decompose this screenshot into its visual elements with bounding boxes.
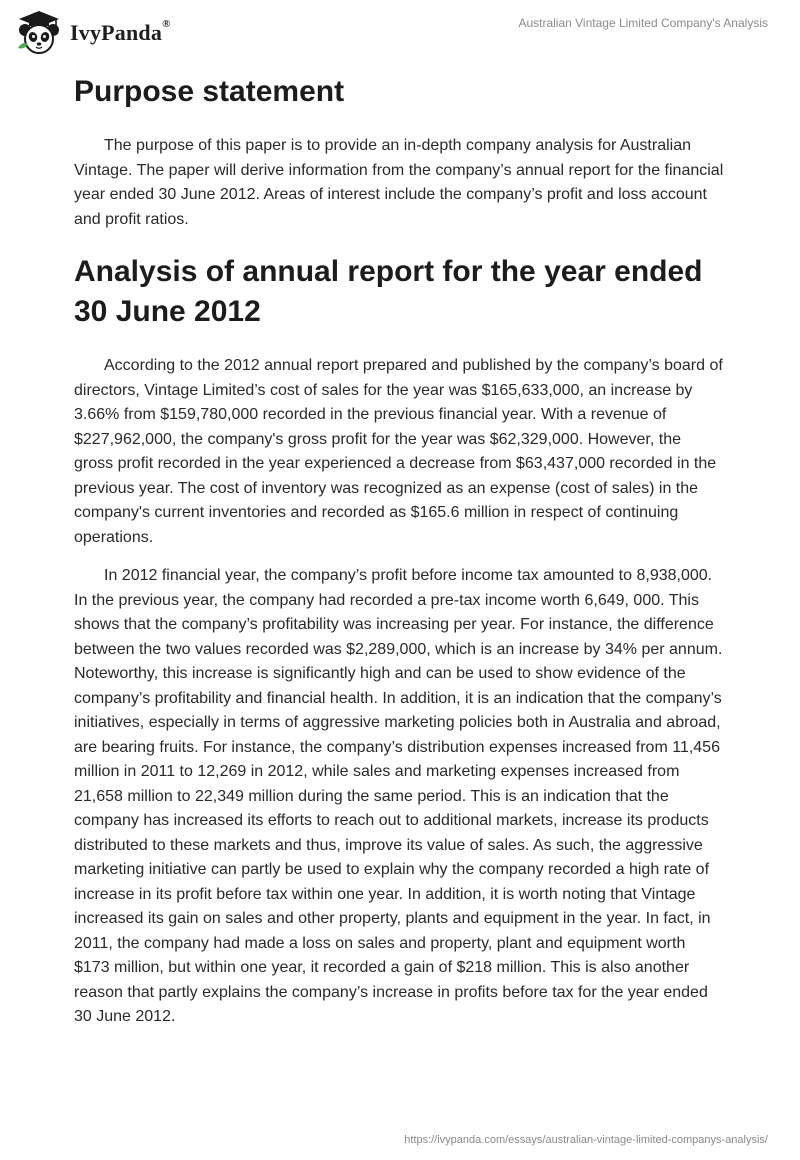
source-url[interactable]: https://ivypanda.com/essays/australian-vintage-limited-companys-analysis/ xyxy=(404,1134,768,1146)
page-header xyxy=(0,0,800,64)
article-body xyxy=(74,72,724,1030)
paragraph-profit-before-tax: In 2012 financial year, the company’s profit before income tax amounted to 8,938,000. In the previous year, the company had recorded a pre-tax income worth 6,649, 000. This shows that the company’s profitability was increasing per year. For instance, the difference between the two values recorded was $2,289,000, which is an increase by 34% per annum. Noteworthy, this increase is significantly high and can be used to show evidence of the company’s profitability and financial health. In addition, it is an indication that the company’s initiatives, especially in terms of aggressive marketing policies both in Australia and abroad, are bearing fruits. For instance, the company’s distribution expenses increased from 11,456 million in 2011 to 12,269 in 2012, while sales and marketing expenses increased from 21,658 million to 22,349 million during the same period. This is an indication that the company has increased its efforts to reach out to additional markets, increase its products distributed to these markets and thus, improve its value of sales. As such, the aggressive marketing initiative can partly be used to explain why the company recorded a high rate of increase in its profit before tax within one year. In addition, it is worth noting that Vintage increased its gain on sales and other property, plants and equipment in the year. In fact, in 2011, the company had made a loss on sales and property, plant and equipment worth $173 million, but within one year, it recorded a gain of $218 million. This is also another reason that partly explains the company’s increase in profits before tax for the year ended 30 June 2012. xyxy=(74,567,723,1025)
registered-mark: ® xyxy=(162,18,171,30)
running-title: Australian Vintage Limited Company's Analysis xyxy=(518,16,768,30)
section-heading-analysis: Analysis of annual report for the year ended 30 June 2012 xyxy=(74,255,703,328)
panda-graduate-icon xyxy=(14,8,64,58)
paragraph-purpose: The purpose of this paper is to provide an in-depth company analysis for Australian Vintage. The paper will derive information from the company’s annual report for the financial year ended 30 June 2012. Areas of interest include the company’s profit and loss account and profit ratios. xyxy=(74,137,724,228)
paragraph-cost-of-sales: According to the 2012 annual report prepared and published by the company’s board of directors, Vintage Limited’s cost of sales for the year was $165,633,000, an increase by 3.66% from $159,780,000 recorded in the previous financial year. With a revenue of $227,962,000, the company's gross profit for the year was $62,329,000. However, the gross profit recorded in the year experienced a decrease from $63,437,000 recorded in the previous year. The cost of inventory was recognized as an expense (cost of sales) in the company's current inventories and recorded as $165.6 million in respect of continuing operations. xyxy=(74,357,723,546)
section-heading-purpose: Purpose statement xyxy=(74,75,345,108)
brand-name: IvyPanda® xyxy=(70,18,171,45)
brand-logo[interactable] xyxy=(14,8,171,58)
